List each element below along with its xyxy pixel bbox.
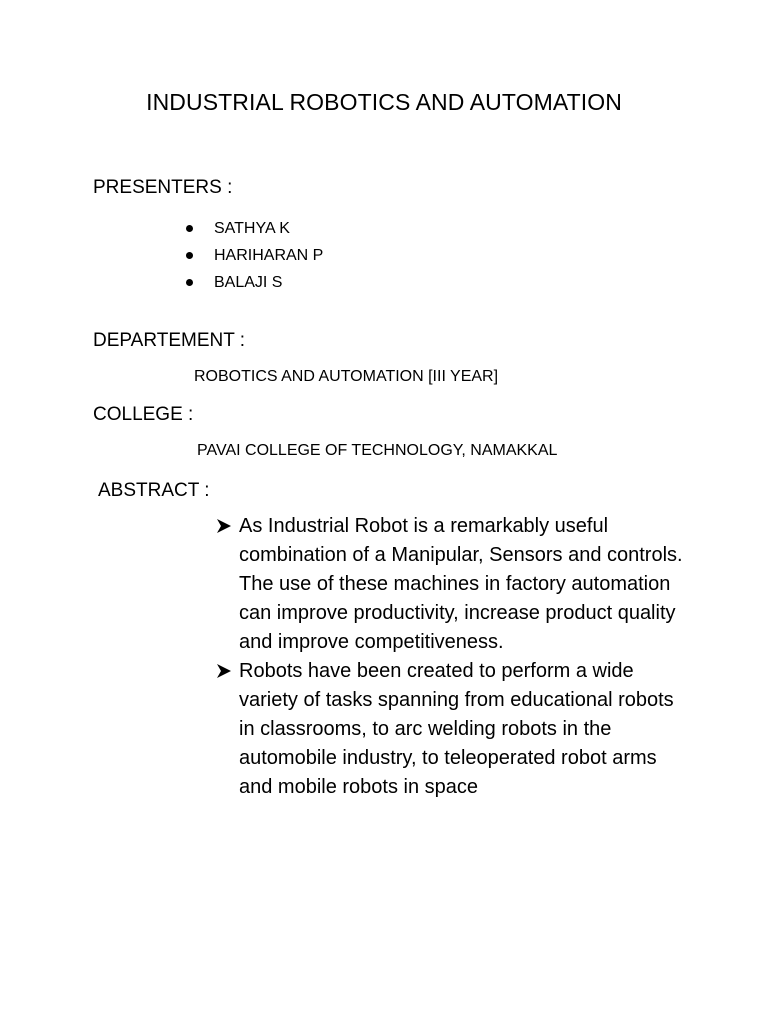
list-item: [186, 269, 323, 296]
presenter-name: SATHYA K: [214, 219, 290, 237]
presenter-name: BALAJI S: [214, 273, 283, 291]
list-item: [186, 242, 323, 269]
abstract-point-text: As Industrial Robot is a remarkably useful combination of a Manipular, Sensors and controls. The use of these machines in factory automation can improve productivity, increase product quality and improve competitiveness.: [239, 515, 683, 653]
bullet-dot-icon: [186, 279, 193, 286]
list-item: [186, 215, 323, 242]
department-label: DEPARTEMENT :: [93, 330, 246, 351]
list-item: [216, 512, 686, 657]
college-value: PAVAI COLLEGE OF TECHNOLOGY, NAMAKKAL: [197, 442, 558, 459]
arrowhead-right-icon: [216, 518, 232, 534]
bullet-dot-icon: [186, 225, 193, 232]
college-label: COLLEGE :: [93, 404, 194, 425]
abstract-label: ABSTRACT :: [98, 480, 210, 501]
presenter-name: HARIHARAN P: [214, 246, 324, 264]
bullet-dot-icon: [186, 252, 193, 259]
abstract-list: [216, 512, 686, 802]
document-title: INDUSTRIAL ROBOTICS AND AUTOMATION: [146, 89, 622, 115]
arrowhead-right-icon: [216, 663, 232, 679]
presenters-label: PRESENTERS :: [93, 177, 233, 198]
presenter-list: [186, 215, 323, 296]
department-value: ROBOTICS AND AUTOMATION [III YEAR]: [194, 368, 499, 385]
list-item: [216, 657, 686, 802]
abstract-point-text: Robots have been created to perform a wide variety of tasks spanning from educational robots in classrooms, to arc welding robots in the automobile industry, to teleoperated robot arms and mobile robots in space: [239, 660, 674, 798]
